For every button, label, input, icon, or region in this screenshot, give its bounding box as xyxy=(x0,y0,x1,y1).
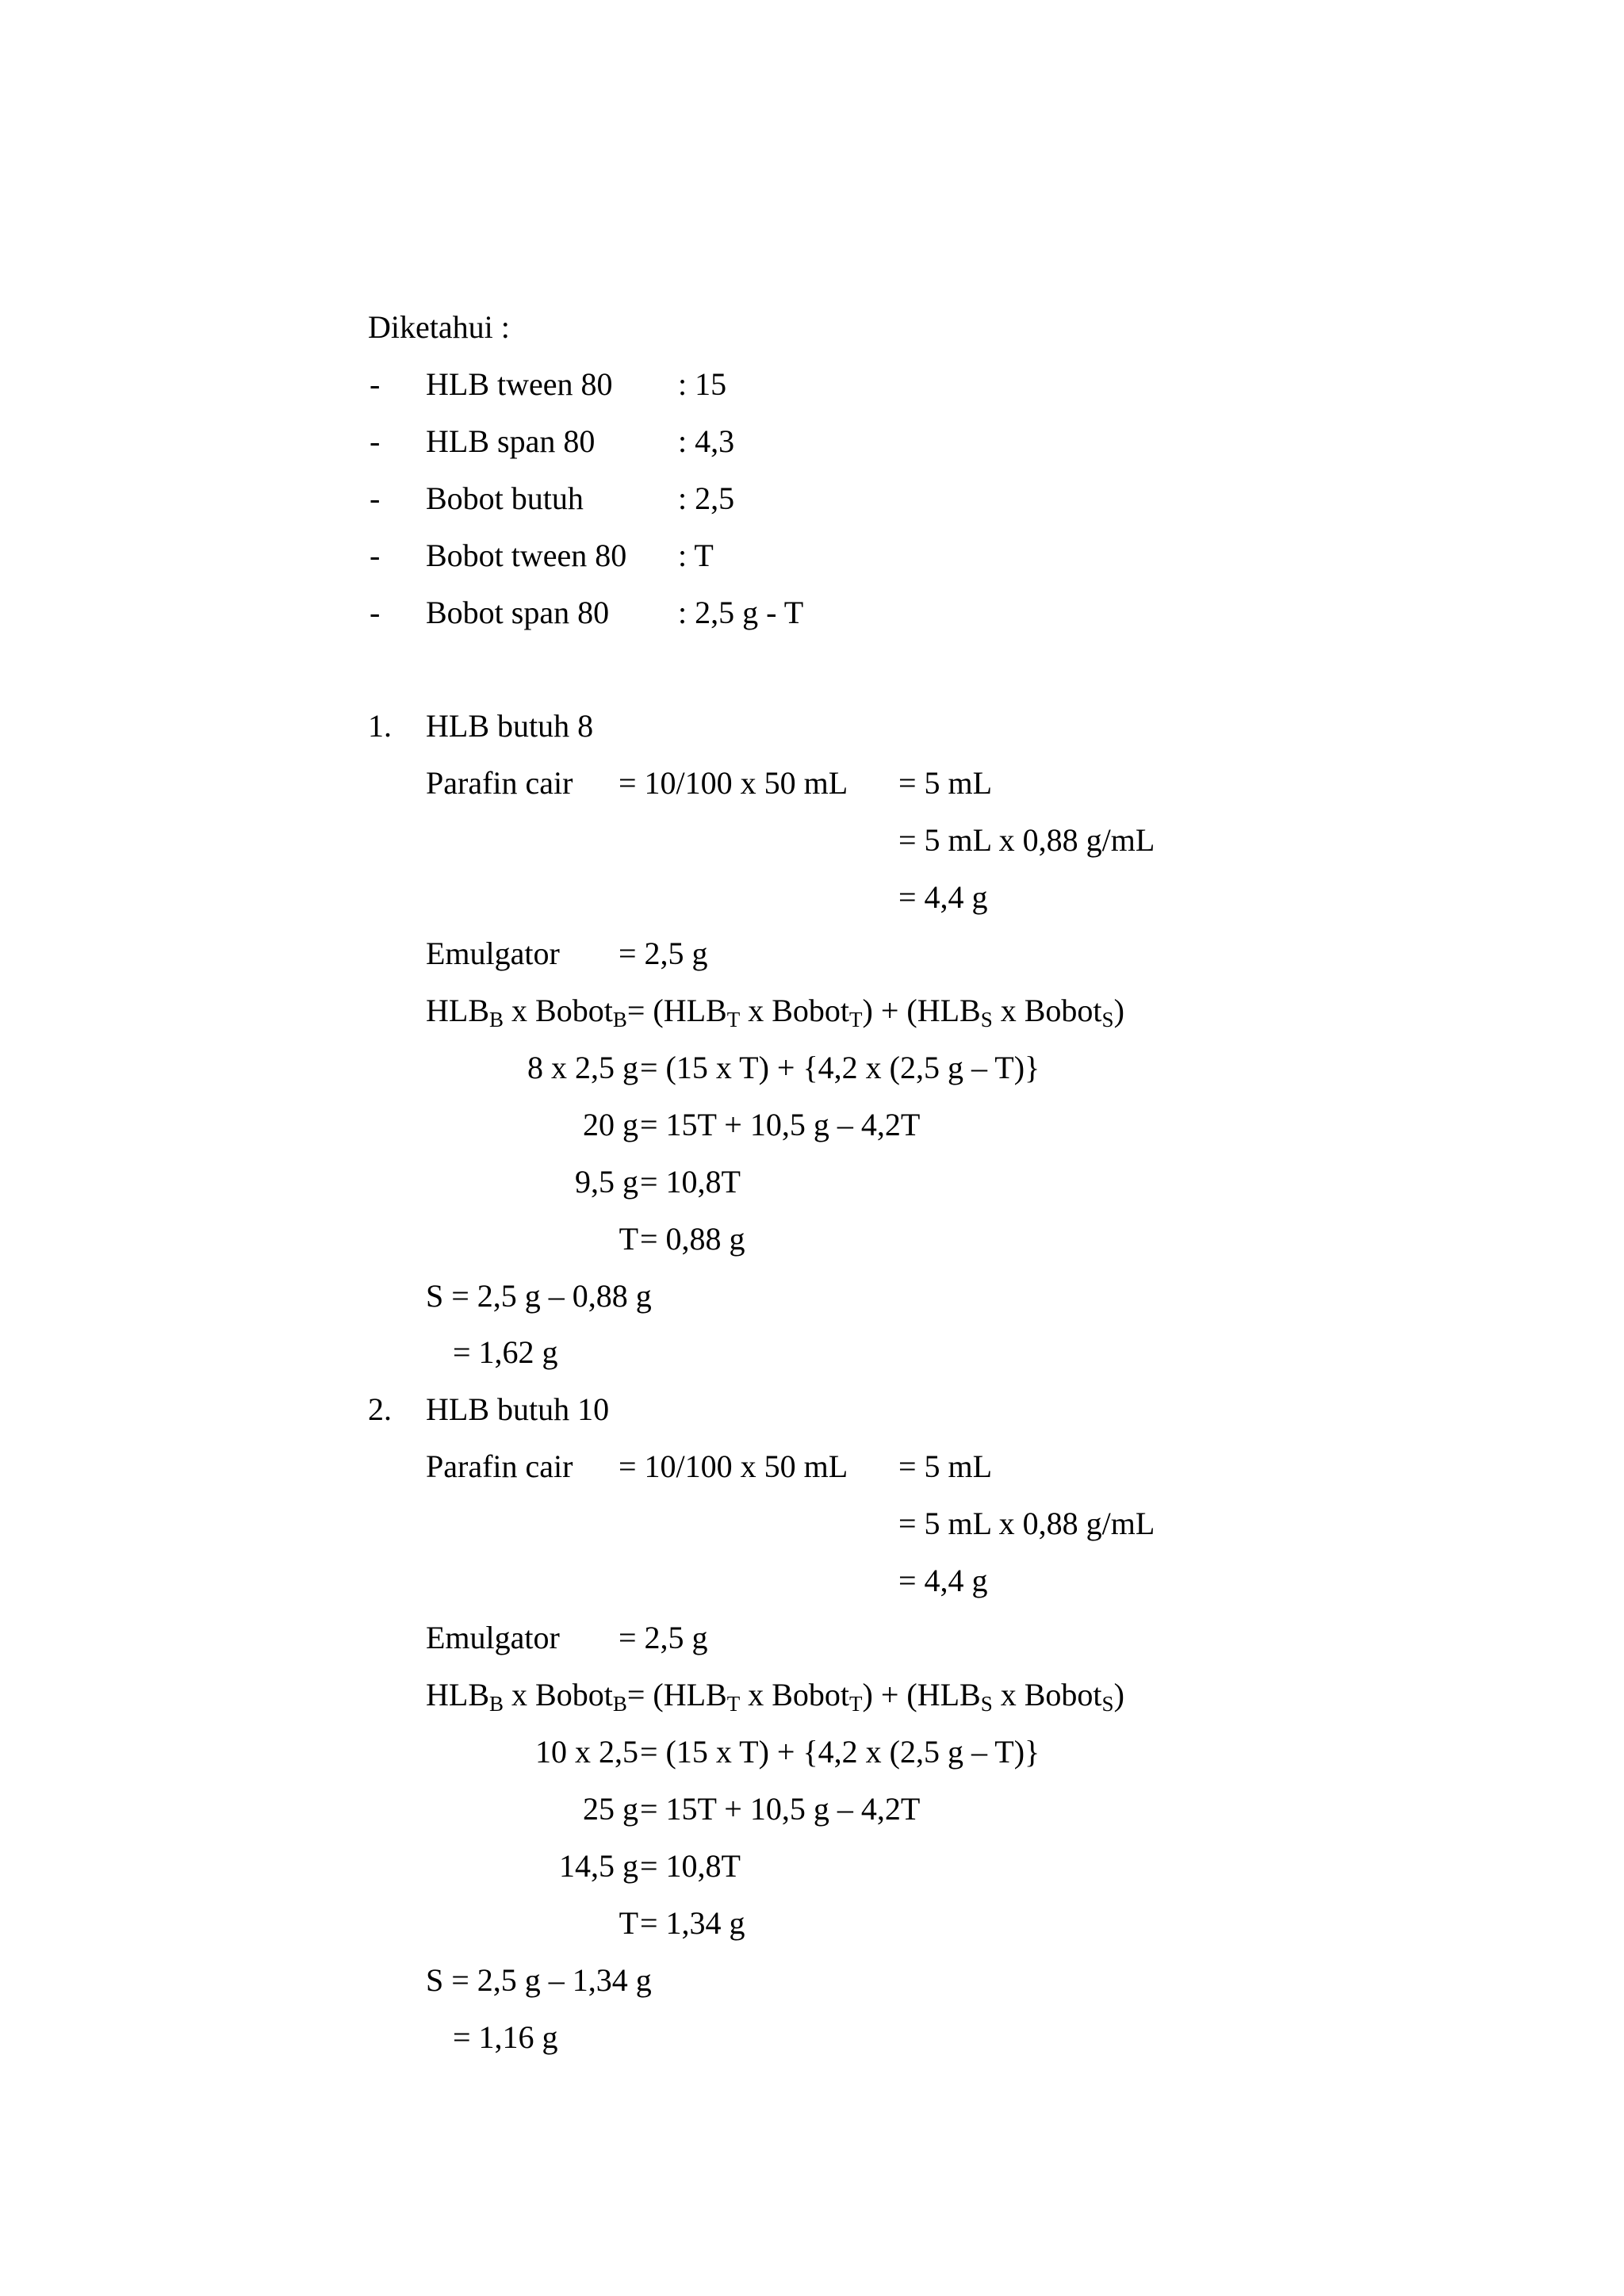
span-result: S = 2,5 g – 1,34 g xyxy=(426,1962,652,1998)
known-label: Bobot tween 80 xyxy=(426,538,627,573)
section-number: 1. xyxy=(368,708,392,744)
calc-left: 10 x 2,5 xyxy=(535,1734,638,1770)
hlb-formula: $HLB_B$ x Bobot$_B$= ($HLB_T$ x Bobot$_T$) + ($HLB_S$ x Bobot$_S$) xyxy=(426,993,1124,1031)
parafin-result: = 4,4 g xyxy=(898,1563,988,1598)
known-bullet: - xyxy=(370,595,381,630)
emulgator-value: = 2,5 g xyxy=(619,936,708,971)
known-bullet: - xyxy=(370,423,381,459)
emulgator-label: Emulgator xyxy=(426,936,560,971)
hlb-formula: $HLB_B$ x Bobot$_B$= ($HLB_T$ x Bobot$_T$) + ($HLB_S$ x Bobot$_S$) xyxy=(426,1677,1124,1716)
calc-left: 9,5 g xyxy=(575,1164,638,1200)
known-label: Bobot butuh xyxy=(426,480,584,516)
parafin-label: Parafin cair xyxy=(426,765,573,801)
calc-left: 25 g xyxy=(583,1791,638,1827)
span-result: = 1,62 g xyxy=(453,1334,558,1370)
calc-right: = (15 x T) + {4,2 x (2,5 g – T)} xyxy=(640,1050,1040,1085)
known-label: HLB tween 80 xyxy=(426,366,613,402)
known-bullet: - xyxy=(370,480,381,516)
span-result: S = 2,5 g – 0,88 g xyxy=(426,1278,652,1314)
parafin-result: = 5 mL xyxy=(898,1448,993,1484)
calc-right: = 15T + 10,5 g – 4,2T xyxy=(640,1107,921,1142)
known-label: Bobot span 80 xyxy=(426,595,610,630)
parafin-result: = 5 mL x 0,88 g/mL xyxy=(898,822,1155,858)
calc-left: 20 g xyxy=(583,1107,638,1142)
parafin-result: = 4,4 g xyxy=(898,879,988,915)
calc-right: = 15T + 10,5 g – 4,2T xyxy=(640,1791,921,1827)
known-bullet: - xyxy=(370,366,381,402)
known-value: : 2,5 xyxy=(678,480,735,516)
calc-right: = 10,8T xyxy=(640,1164,741,1200)
known-value: : 4,3 xyxy=(678,423,735,459)
calc-left: 8 x 2,5 g xyxy=(527,1050,638,1085)
calc-right: = 10,8T xyxy=(640,1848,741,1884)
section-title: HLB butuh 8 xyxy=(426,708,594,744)
parafin-expression: = 10/100 x 50 mL xyxy=(619,765,848,801)
section-number: 2. xyxy=(368,1391,392,1427)
known-value: : T xyxy=(678,538,714,573)
span-result: = 1,16 g xyxy=(453,2019,558,2055)
parafin-result: = 5 mL xyxy=(898,765,993,801)
known-bullet: - xyxy=(370,538,381,573)
emulgator-value: = 2,5 g xyxy=(619,1620,708,1655)
calc-right: = 0,88 g xyxy=(640,1221,745,1257)
parafin-result: = 5 mL x 0,88 g/mL xyxy=(898,1506,1155,1541)
calc-left: T xyxy=(619,1905,638,1941)
known-value: : 2,5 g - T xyxy=(678,595,804,630)
calc-left: T xyxy=(619,1221,638,1257)
section-title: HLB butuh 10 xyxy=(426,1391,610,1427)
known-label: HLB span 80 xyxy=(426,423,596,459)
parafin-label: Parafin cair xyxy=(426,1448,573,1484)
parafin-expression: = 10/100 x 50 mL xyxy=(619,1448,848,1484)
emulgator-label: Emulgator xyxy=(426,1620,560,1655)
calc-right: = 1,34 g xyxy=(640,1905,745,1941)
known-value: : 15 xyxy=(678,366,727,402)
known-heading: Diketahui : xyxy=(368,309,510,345)
calc-right: = (15 x T) + {4,2 x (2,5 g – T)} xyxy=(640,1734,1040,1770)
calc-left: 14,5 g xyxy=(559,1848,638,1884)
